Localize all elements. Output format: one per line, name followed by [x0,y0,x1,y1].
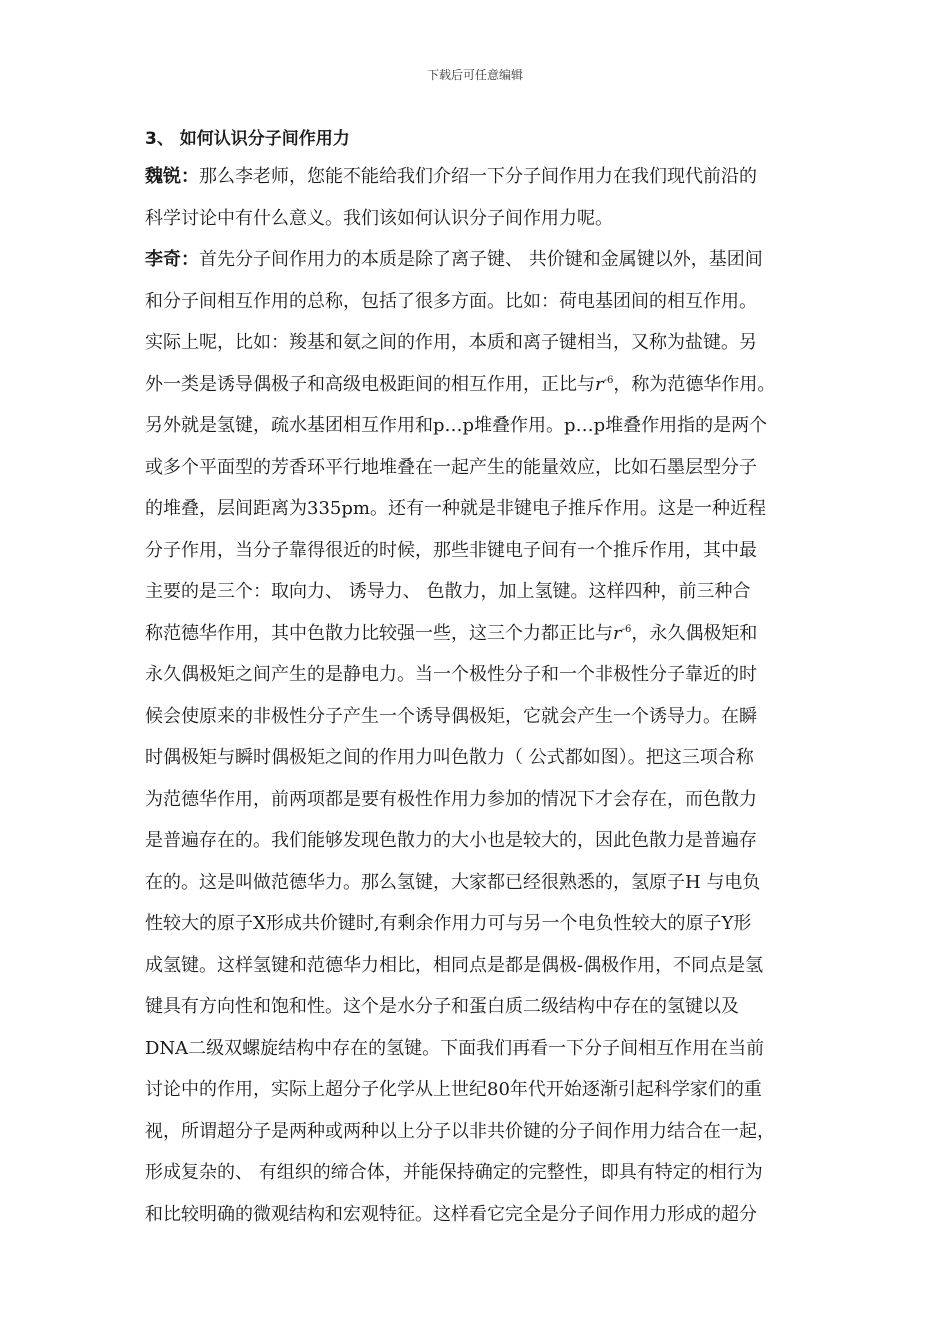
text-line: 外一类是诱导偶极子和高级电极距间的相互作用，正比与$r^{-6}$，称为范德华作用。 [145,373,776,395]
text-line: 形成复杂的、 有组织的缔合体，并能保持确定的完整性，即具有特定的相行为 [145,1162,763,1183]
text-line: 在的。这是叫做范德华力。那么氢键，大家都已经很熟悉的，氢原子H 与电负 [145,871,761,893]
text-line: DNA二级双螺旋结构中存在的氢键。下面我们再看一下分子间相互作用在当前 [145,1037,765,1059]
text-line: 科学讨论中有什么意义。我们该如何认识分子间作用力呢。 [145,207,613,229]
text-line: 时偶极矩与瞬时偶极矩之间的作用力叫色散力（ 公式都如图）。把这三项合称 [145,747,754,768]
text-line: 候会使原来的非极性分子产生一个诱导偶极矩，它就会产生一个诱导力。在瞬 [145,705,757,727]
text-line: 或多个平面型的芳香环平行地堆叠在一起产生的能量效应，比如石墨层型分子 [145,456,757,478]
text-line: 视，所谓超分子是两种或两种以上分子以非共价键的分子间作用力结合在一起， [145,1120,775,1142]
text-line: 主要的是三个：取向力、 诱导力、 色散力，加上氢键。这样四种，前三种合 [145,581,751,602]
math-variable: r [613,622,622,644]
text-line: 为范德华作用，前两项都是要有极性作用力参加的情况下才会存在，而色散力 [145,788,757,810]
math-variable: r [595,373,604,395]
speaker-name: 李奇： [145,249,199,270]
text-line: 讨论中的作用，实际上超分子化学从上世纪80年代开始逐渐引起科学家们的重 [145,1079,762,1100]
text-line: 魏锐：那么李老师，您能不能给我们介绍一下分子间作用力在我们现代前沿的 [145,166,757,187]
text-line: 和分子间相互作用的总称，包括了很多方面。比如：荷电基团间的相互作用。 [145,290,757,312]
text-line: 称范德华作用，其中色散力比较强一些，这三个力都正比与$r^{-6}$，永久偶极矩和 [145,622,758,644]
text-line: 永久偶极矩之间产生的是静电力。当一个极性分子和一个非极性分子靠近的时 [145,664,757,685]
text-line: 和比较明确的微观结构和宏观特征。这样看它完全是分子间作用力形成的超分 [145,1203,757,1225]
speaker-name: 魏锐： [145,166,199,187]
section-heading: 3、 如何认识分子间作用力 [145,129,350,149]
text-line: 李奇：首先分子间作用力的本质是除了离子键、 共价键和金属键以外，基团间 [145,249,763,270]
page-header: 下载后可任意编辑 [426,68,523,82]
document-body [145,122,813,1235]
text-line: 的堆叠，层间距离为335pm。还有一种就是非键电子推斥作用。这是一种近程 [145,498,766,519]
text-line: 分子作用，当分子靠得很近的时候，那些非键电子间有一个推斥作用，其中最 [145,539,757,561]
text-line: 是普遍存在的。我们能够发现色散力的大小也是较大的，因此色散力是普遍存 [145,830,757,851]
math-exponent: -6 [621,623,632,635]
text-line: 实际上呢，比如：羧基和氨之间的作用，本质和离子键相当，又称为盐键。另 [145,332,757,353]
math-exponent: -6 [603,374,614,386]
text-line: 成氢键。这样氢键和范德华力相比，相同点是都是偶极-偶极作用，不同点是氢 [145,954,764,976]
text-line: 键具有方向性和饱和性。这个是水分子和蛋白质二级结构中存在的氢键以及 [145,996,739,1017]
text-line: 另外就是氢键，疏水基团相互作用和p…p堆叠作用。p…p堆叠作用指的是两个 [145,415,768,436]
text-line: 性较大的原子X形成共价键时,有剩余作用力可与另一个电负性较大的原子Y形 [145,913,752,934]
